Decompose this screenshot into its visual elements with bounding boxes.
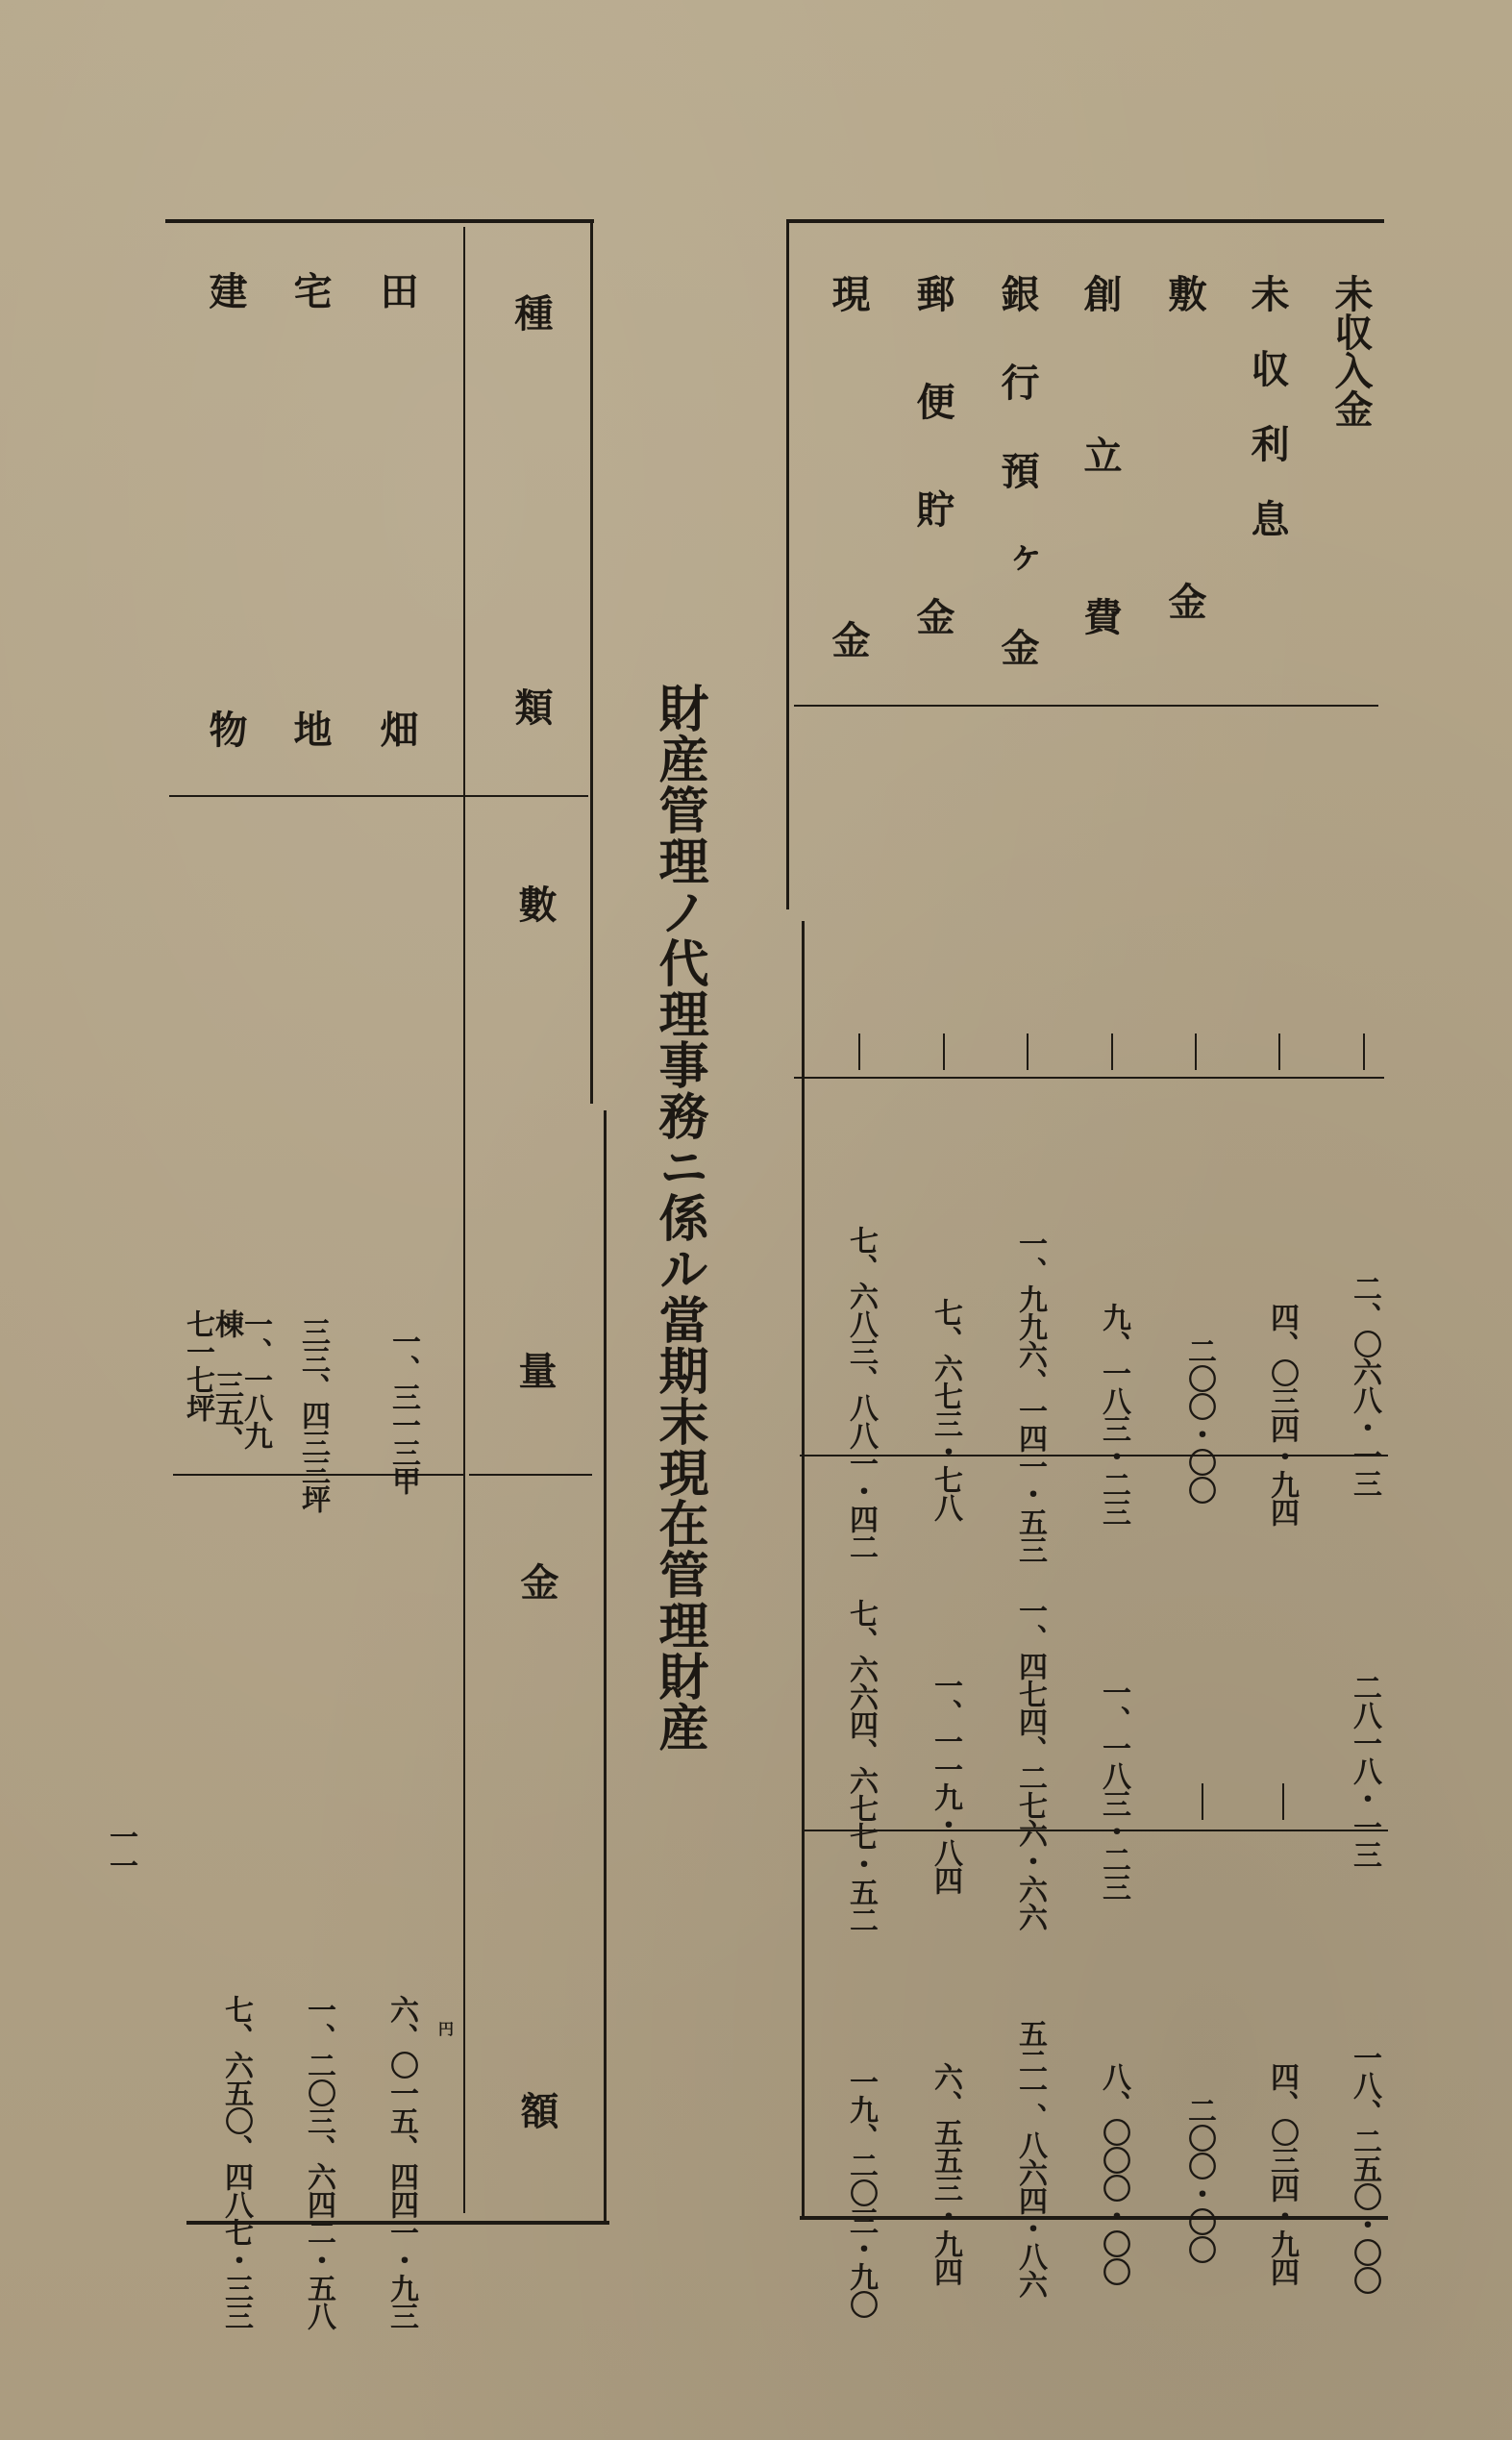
right-header-label-col [1078, 274, 1138, 759]
right-header-label-col [910, 274, 971, 705]
right-table-left-rule-upper [786, 219, 789, 909]
value-c2-postal-savings: 七、六七三・七八 [929, 1298, 962, 1521]
value-c2-unreceived-interest: 四、〇三四・九四 [1265, 1303, 1299, 1526]
right-table-bottom-rule [800, 2216, 1388, 2220]
value-c2-unreceived-income: 二、〇六八・一三 [1348, 1274, 1381, 1497]
right-table-top-rule [786, 219, 1384, 223]
kind-building: 建 [203, 271, 248, 310]
row-label-cash: 現金 [826, 274, 871, 966]
header-kind-top: 種 [508, 293, 554, 332]
dash-unreceived-interest [1278, 1033, 1280, 1070]
right-header-label-col [1162, 274, 1223, 889]
header-quantity-top: 數 [512, 884, 558, 923]
row-label-deposit: 敷金 [1162, 274, 1207, 889]
amount-residential: 一、二〇三、六四二・五八 [302, 1995, 335, 2329]
dash-bank-deposit [1027, 1033, 1029, 1070]
value-c3-founding-cost: 一、一八三・二三 [1097, 1678, 1130, 1901]
value-c3-cash: 七、六六四、六七七・五二 [844, 1599, 878, 1933]
header-amount-top: 金 [514, 1562, 559, 1601]
right-row-rule-2 [800, 1455, 1388, 1457]
quantity-paddy: 一、三一三甲 [386, 1327, 420, 1494]
dash-unreceived-income [1363, 1033, 1365, 1070]
value-c2-bank-deposit: 一、九九六、一四一・五三 [1013, 1229, 1047, 1563]
row-label-postal-savings: 郵便貯金 [910, 274, 955, 705]
dash-deposit [1195, 1033, 1197, 1070]
left-table-top-rule [165, 219, 594, 223]
row-label-founding-cost: 創立費 [1078, 274, 1123, 759]
value-c3-bank-deposit: 一、四七四、二七六・六六 [1013, 1596, 1047, 1930]
right-row-rule-3 [804, 1830, 1388, 1831]
row-label-unreceived-interest: 未収利息 [1245, 274, 1290, 574]
value-c2-cash: 七、六八三、八八一・四二 [844, 1226, 878, 1560]
amount-paddy: 六、〇一五、四四一・九三 [384, 1995, 418, 2329]
page-title: 財産管理ノ代理事務ニ係ル當期末現在管理財産 [650, 683, 708, 1753]
right-header-label-col [1328, 274, 1389, 659]
right-header-label-col [826, 274, 886, 966]
right-row-rule-1 [794, 1077, 1384, 1079]
value-c4-unreceived-interest: 四、〇三四・九四 [1265, 2062, 1299, 2285]
value-c4-founding-cost: 八、〇〇〇・〇〇 [1097, 2062, 1130, 2285]
value-c4-cash: 一九、二〇三・九〇 [844, 2067, 878, 2318]
kind-paddy: 田 [374, 271, 419, 310]
header-quantity-bottom: 量 [512, 1351, 558, 1389]
right-table-left-rule-lower [802, 921, 805, 2219]
amount-building: 七、六五〇、四八七・三三 [219, 1995, 253, 2329]
amount-unit-yen: 円 [438, 2020, 455, 2038]
value-c2-deposit: 二〇〇・〇〇 [1182, 1336, 1216, 1504]
quantity-building: 一、一八九棟 三五、七一七坪 [181, 1309, 272, 1454]
left-table-right-rule-upper [590, 219, 593, 1104]
value-c4-deposit: 二〇〇・〇〇 [1182, 2096, 1216, 2263]
header-kind-bottom: 類 [508, 687, 554, 726]
dash-c3-unreceived-interest [1282, 1783, 1284, 1820]
kind-residential: 宅 [287, 271, 333, 310]
quantity-residential: 三三、四三三坪 [296, 1317, 330, 1512]
left-table-right-rule-lower [604, 1110, 607, 2224]
left-row-rule-1 [169, 795, 588, 797]
dash-cash [858, 1033, 860, 1070]
value-c4-unreceived-income: 一八、二五〇・〇〇 [1348, 2043, 1381, 2294]
page-number: 一一 [104, 1822, 137, 1880]
left-header-divider [463, 227, 465, 2213]
kind-field: 畑 [374, 710, 419, 748]
kind-land: 地 [287, 710, 333, 748]
value-c3-unreceived-income: 二八一八・一三 [1348, 1673, 1381, 1868]
kind-object: 物 [203, 710, 248, 748]
row-label-unreceived-income: 未収入金 [1328, 274, 1374, 428]
right-header-label-col [1245, 274, 1305, 659]
header-amount-bottom: 額 [514, 2091, 559, 2129]
left-head-rule-2 [469, 1474, 592, 1476]
dash-postal-savings [943, 1033, 945, 1070]
row-label-bank-deposit: 銀行預ヶ金 [995, 274, 1040, 716]
value-c4-bank-deposit: 五二一、八六四・八六 [1013, 2019, 1047, 2298]
right-header-label-col [995, 274, 1055, 716]
dash-founding-cost [1111, 1033, 1113, 1070]
dash-c3-deposit [1202, 1783, 1203, 1820]
value-c4-postal-savings: 六、五五三・九四 [929, 2062, 962, 2285]
value-c3-postal-savings: 一、一一九・八四 [929, 1671, 962, 1894]
value-c2-founding-cost: 九、一八三・二三 [1097, 1303, 1130, 1526]
